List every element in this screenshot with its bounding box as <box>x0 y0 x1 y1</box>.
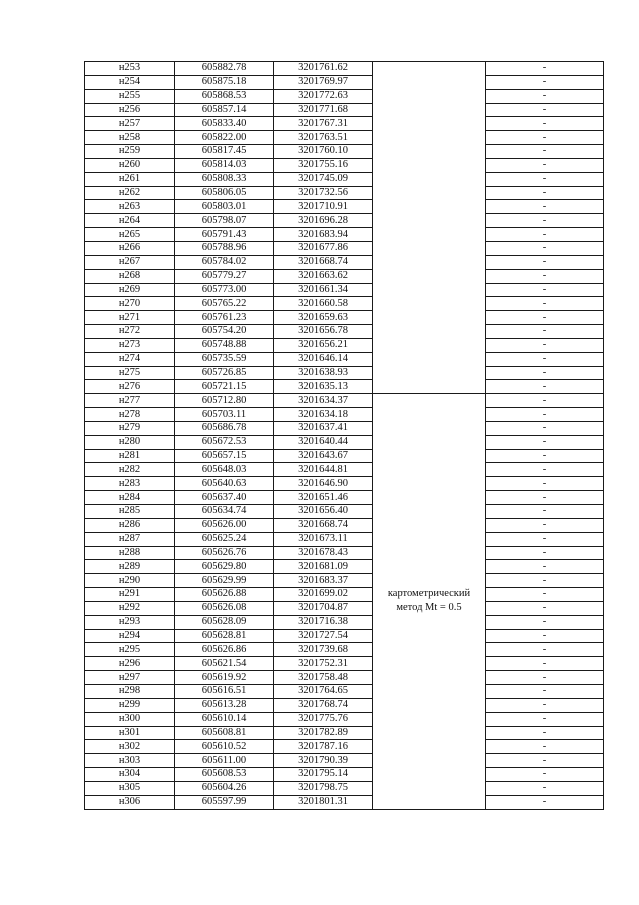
dash-cell: - <box>486 366 604 380</box>
table-row <box>85 325 604 339</box>
point-id-cell: н293 <box>85 615 175 629</box>
table-row <box>85 200 604 214</box>
x-coordinate-cell: 605721.15 <box>175 380 274 394</box>
dash-cell: - <box>486 131 604 145</box>
x-coordinate-cell: 605857.14 <box>175 103 274 117</box>
y-coordinate-cell: 3201787.16 <box>274 740 373 754</box>
y-coordinate-cell: 3201771.68 <box>274 103 373 117</box>
y-coordinate-cell: 3201656.78 <box>274 325 373 339</box>
table-row <box>85 671 604 685</box>
dash-cell: - <box>486 380 604 394</box>
x-coordinate-cell: 605611.00 <box>175 754 274 768</box>
y-coordinate-cell: 3201677.86 <box>274 241 373 255</box>
point-id-cell: н265 <box>85 228 175 242</box>
point-id-cell: н280 <box>85 435 175 449</box>
x-coordinate-cell: 605634.74 <box>175 505 274 519</box>
table-row <box>85 62 604 76</box>
table-row <box>85 615 604 629</box>
table-row <box>85 89 604 103</box>
point-id-cell: н267 <box>85 255 175 269</box>
method-note-line1: картометрический <box>387 588 471 600</box>
point-id-cell: н295 <box>85 643 175 657</box>
dash-cell: - <box>486 726 604 740</box>
x-coordinate-cell: 605657.15 <box>175 449 274 463</box>
y-coordinate-cell: 3201767.31 <box>274 117 373 131</box>
x-coordinate-cell: 605748.88 <box>175 338 274 352</box>
point-id-cell: н260 <box>85 158 175 172</box>
x-coordinate-cell: 605629.99 <box>175 574 274 588</box>
point-id-cell: н300 <box>85 712 175 726</box>
point-id-cell: н259 <box>85 145 175 159</box>
y-coordinate-cell: 3201727.54 <box>274 629 373 643</box>
point-id-cell: н304 <box>85 768 175 782</box>
dash-cell: - <box>486 186 604 200</box>
x-coordinate-cell: 605637.40 <box>175 491 274 505</box>
point-id-cell: н282 <box>85 463 175 477</box>
x-coordinate-cell: 605621.54 <box>175 657 274 671</box>
x-coordinate-cell: 605765.22 <box>175 297 274 311</box>
point-id-cell: н255 <box>85 89 175 103</box>
x-coordinate-cell: 605808.33 <box>175 172 274 186</box>
y-coordinate-cell: 3201644.81 <box>274 463 373 477</box>
x-coordinate-cell: 605817.45 <box>175 145 274 159</box>
x-coordinate-cell: 605833.40 <box>175 117 274 131</box>
dash-cell: - <box>486 781 604 795</box>
table-row <box>85 574 604 588</box>
y-coordinate-cell: 3201732.56 <box>274 186 373 200</box>
table-row <box>85 629 604 643</box>
x-coordinate-cell: 605626.88 <box>175 588 274 602</box>
y-coordinate-cell: 3201673.11 <box>274 532 373 546</box>
point-id-cell: н277 <box>85 394 175 408</box>
x-coordinate-cell: 605686.78 <box>175 421 274 435</box>
x-coordinate-cell: 605626.76 <box>175 546 274 560</box>
x-coordinate-cell: 605712.80 <box>175 394 274 408</box>
y-coordinate-cell: 3201739.68 <box>274 643 373 657</box>
y-coordinate-cell: 3201659.63 <box>274 311 373 325</box>
x-coordinate-cell: 605868.53 <box>175 89 274 103</box>
x-coordinate-cell: 605610.52 <box>175 740 274 754</box>
table-row <box>85 477 604 491</box>
point-id-cell: н301 <box>85 726 175 740</box>
x-coordinate-cell: 605628.09 <box>175 615 274 629</box>
x-coordinate-cell: 605773.00 <box>175 283 274 297</box>
y-coordinate-cell: 3201760.10 <box>274 145 373 159</box>
table-row <box>85 435 604 449</box>
table-row <box>85 297 604 311</box>
table-row <box>85 518 604 532</box>
point-id-cell: н276 <box>85 380 175 394</box>
x-coordinate-cell: 605798.07 <box>175 214 274 228</box>
y-coordinate-cell: 3201683.37 <box>274 574 373 588</box>
point-id-cell: н257 <box>85 117 175 131</box>
table-row <box>85 311 604 325</box>
dash-cell: - <box>486 297 604 311</box>
dash-cell: - <box>486 283 604 297</box>
x-coordinate-cell: 605628.81 <box>175 629 274 643</box>
table-row <box>85 726 604 740</box>
y-coordinate-cell: 3201656.21 <box>274 338 373 352</box>
table-row <box>85 241 604 255</box>
point-id-cell: н269 <box>85 283 175 297</box>
point-id-cell: н268 <box>85 269 175 283</box>
table-row <box>85 228 604 242</box>
table-row <box>85 546 604 560</box>
dash-cell: - <box>486 477 604 491</box>
dash-cell: - <box>486 698 604 712</box>
x-coordinate-cell: 605726.85 <box>175 366 274 380</box>
y-coordinate-cell: 3201646.14 <box>274 352 373 366</box>
table-row <box>85 352 604 366</box>
y-coordinate-cell: 3201798.75 <box>274 781 373 795</box>
dash-cell: - <box>486 145 604 159</box>
dash-cell: - <box>486 643 604 657</box>
point-id-cell: н302 <box>85 740 175 754</box>
y-coordinate-cell: 3201663.62 <box>274 269 373 283</box>
dash-cell: - <box>486 241 604 255</box>
dash-cell: - <box>486 117 604 131</box>
y-coordinate-cell: 3201640.44 <box>274 435 373 449</box>
x-coordinate-cell: 605648.03 <box>175 463 274 477</box>
x-coordinate-cell: 605672.53 <box>175 435 274 449</box>
x-coordinate-cell: 605735.59 <box>175 352 274 366</box>
coordinates-table <box>84 61 604 810</box>
y-coordinate-cell: 3201643.67 <box>274 449 373 463</box>
y-coordinate-cell: 3201761.62 <box>274 62 373 76</box>
dash-cell: - <box>486 172 604 186</box>
x-coordinate-cell: 605791.43 <box>175 228 274 242</box>
table-row <box>85 380 604 394</box>
point-id-cell: н283 <box>85 477 175 491</box>
dash-cell: - <box>486 103 604 117</box>
point-id-cell: н294 <box>85 629 175 643</box>
table-row <box>85 338 604 352</box>
dash-cell: - <box>486 629 604 643</box>
dash-cell: - <box>486 421 604 435</box>
y-coordinate-cell: 3201683.94 <box>274 228 373 242</box>
dash-cell: - <box>486 505 604 519</box>
x-coordinate-cell: 605814.03 <box>175 158 274 172</box>
y-coordinate-cell: 3201678.43 <box>274 546 373 560</box>
y-coordinate-cell: 3201637.41 <box>274 421 373 435</box>
x-coordinate-cell: 605608.53 <box>175 768 274 782</box>
dash-cell: - <box>486 394 604 408</box>
y-coordinate-cell: 3201704.87 <box>274 601 373 615</box>
x-coordinate-cell: 605597.99 <box>175 795 274 809</box>
point-id-cell: н258 <box>85 131 175 145</box>
point-id-cell: н275 <box>85 366 175 380</box>
x-coordinate-cell: 605629.80 <box>175 560 274 574</box>
table-row <box>85 186 604 200</box>
y-coordinate-cell: 3201755.16 <box>274 158 373 172</box>
y-coordinate-cell: 3201758.48 <box>274 671 373 685</box>
table-row <box>85 684 604 698</box>
x-coordinate-cell: 605703.11 <box>175 408 274 422</box>
dash-cell: - <box>486 532 604 546</box>
x-coordinate-cell: 605625.24 <box>175 532 274 546</box>
x-coordinate-cell: 605626.08 <box>175 601 274 615</box>
table-row <box>85 505 604 519</box>
table-row <box>85 781 604 795</box>
table-row <box>85 255 604 269</box>
x-coordinate-cell: 605608.81 <box>175 726 274 740</box>
point-id-cell: н261 <box>85 172 175 186</box>
y-coordinate-cell: 3201745.09 <box>274 172 373 186</box>
table-row <box>85 560 604 574</box>
y-coordinate-cell: 3201651.46 <box>274 491 373 505</box>
dash-cell: - <box>486 435 604 449</box>
table-row <box>85 214 604 228</box>
table-row <box>85 532 604 546</box>
y-coordinate-cell: 3201638.93 <box>274 366 373 380</box>
table-row <box>85 712 604 726</box>
table-row <box>85 601 604 615</box>
dash-cell: - <box>486 671 604 685</box>
point-id-cell: н287 <box>85 532 175 546</box>
y-coordinate-cell: 3201764.65 <box>274 684 373 698</box>
table-row <box>85 768 604 782</box>
dash-cell: - <box>486 546 604 560</box>
dash-cell: - <box>486 657 604 671</box>
table-row <box>85 491 604 505</box>
point-id-cell: н284 <box>85 491 175 505</box>
dash-cell: - <box>486 311 604 325</box>
coordinates-table-body <box>85 62 604 810</box>
y-coordinate-cell: 3201660.58 <box>274 297 373 311</box>
point-id-cell: н274 <box>85 352 175 366</box>
x-coordinate-cell: 605610.14 <box>175 712 274 726</box>
table-row <box>85 588 604 602</box>
y-coordinate-cell: 3201699.02 <box>274 588 373 602</box>
y-coordinate-cell: 3201635.13 <box>274 380 373 394</box>
table-row <box>85 449 604 463</box>
y-coordinate-cell: 3201668.74 <box>274 518 373 532</box>
dash-cell: - <box>486 463 604 477</box>
table-row <box>85 643 604 657</box>
table-row <box>85 283 604 297</box>
table-row <box>85 408 604 422</box>
point-id-cell: н290 <box>85 574 175 588</box>
table-row <box>85 366 604 380</box>
dash-cell: - <box>486 684 604 698</box>
dash-cell: - <box>486 89 604 103</box>
x-coordinate-cell: 605803.01 <box>175 200 274 214</box>
table-row <box>85 103 604 117</box>
y-coordinate-cell: 3201634.18 <box>274 408 373 422</box>
y-coordinate-cell: 3201790.39 <box>274 754 373 768</box>
table-row <box>85 131 604 145</box>
x-coordinate-cell: 605882.78 <box>175 62 274 76</box>
point-id-cell: н305 <box>85 781 175 795</box>
dash-cell: - <box>486 795 604 809</box>
dash-cell: - <box>486 200 604 214</box>
point-id-cell: н273 <box>85 338 175 352</box>
point-id-cell: н285 <box>85 505 175 519</box>
x-coordinate-cell: 605806.05 <box>175 186 274 200</box>
dash-cell: - <box>486 228 604 242</box>
dash-cell: - <box>486 560 604 574</box>
x-coordinate-cell: 605626.86 <box>175 643 274 657</box>
point-id-cell: н281 <box>85 449 175 463</box>
point-id-cell: н292 <box>85 601 175 615</box>
point-id-cell: н263 <box>85 200 175 214</box>
y-coordinate-cell: 3201782.89 <box>274 726 373 740</box>
y-coordinate-cell: 3201769.97 <box>274 75 373 89</box>
table-row <box>85 172 604 186</box>
x-coordinate-cell: 605788.96 <box>175 241 274 255</box>
dash-cell: - <box>486 754 604 768</box>
dash-cell: - <box>486 75 604 89</box>
dash-cell: - <box>486 518 604 532</box>
point-id-cell: н299 <box>85 698 175 712</box>
dash-cell: - <box>486 768 604 782</box>
dash-cell: - <box>486 408 604 422</box>
y-coordinate-cell: 3201710.91 <box>274 200 373 214</box>
x-coordinate-cell: 605626.00 <box>175 518 274 532</box>
point-id-cell: н262 <box>85 186 175 200</box>
x-coordinate-cell: 605616.51 <box>175 684 274 698</box>
x-coordinate-cell: 605779.27 <box>175 269 274 283</box>
y-coordinate-cell: 3201646.90 <box>274 477 373 491</box>
method-cell <box>373 394 486 809</box>
dash-cell: - <box>486 601 604 615</box>
table-row <box>85 463 604 477</box>
method-note-line2: метод Mt = 0.5 <box>396 602 462 614</box>
point-id-cell: н271 <box>85 311 175 325</box>
point-id-cell: н272 <box>85 325 175 339</box>
dash-cell: - <box>486 214 604 228</box>
y-coordinate-cell: 3201696.28 <box>274 214 373 228</box>
table-row <box>85 657 604 671</box>
x-coordinate-cell: 605761.23 <box>175 311 274 325</box>
dash-cell: - <box>486 269 604 283</box>
table-row <box>85 158 604 172</box>
point-id-cell: н278 <box>85 408 175 422</box>
point-id-cell: н256 <box>85 103 175 117</box>
table-row <box>85 795 604 809</box>
dash-cell: - <box>486 158 604 172</box>
table-row <box>85 698 604 712</box>
dash-cell: - <box>486 325 604 339</box>
method-cell-upper <box>373 62 486 394</box>
point-id-cell: н253 <box>85 62 175 76</box>
x-coordinate-cell: 605604.26 <box>175 781 274 795</box>
x-coordinate-cell: 605619.92 <box>175 671 274 685</box>
table-row <box>85 421 604 435</box>
point-id-cell: н289 <box>85 560 175 574</box>
dash-cell: - <box>486 574 604 588</box>
dash-cell: - <box>486 615 604 629</box>
point-id-cell: н279 <box>85 421 175 435</box>
y-coordinate-cell: 3201772.63 <box>274 89 373 103</box>
dash-cell: - <box>486 712 604 726</box>
point-id-cell: н270 <box>85 297 175 311</box>
x-coordinate-cell: 605784.02 <box>175 255 274 269</box>
y-coordinate-cell: 3201634.37 <box>274 394 373 408</box>
table-row <box>85 75 604 89</box>
point-id-cell: н264 <box>85 214 175 228</box>
y-coordinate-cell: 3201716.38 <box>274 615 373 629</box>
point-id-cell: н291 <box>85 588 175 602</box>
point-id-cell: н286 <box>85 518 175 532</box>
point-id-cell: н296 <box>85 657 175 671</box>
dash-cell: - <box>486 588 604 602</box>
dash-cell: - <box>486 491 604 505</box>
point-id-cell: н303 <box>85 754 175 768</box>
point-id-cell: н254 <box>85 75 175 89</box>
point-id-cell: н288 <box>85 546 175 560</box>
table-row <box>85 394 604 408</box>
dash-cell: - <box>486 449 604 463</box>
table-row <box>85 117 604 131</box>
y-coordinate-cell: 3201768.74 <box>274 698 373 712</box>
table-row <box>85 740 604 754</box>
x-coordinate-cell: 605613.28 <box>175 698 274 712</box>
y-coordinate-cell: 3201752.31 <box>274 657 373 671</box>
y-coordinate-cell: 3201668.74 <box>274 255 373 269</box>
dash-cell: - <box>486 255 604 269</box>
point-id-cell: н298 <box>85 684 175 698</box>
y-coordinate-cell: 3201661.34 <box>274 283 373 297</box>
point-id-cell: н306 <box>85 795 175 809</box>
x-coordinate-cell: 605640.63 <box>175 477 274 491</box>
dash-cell: - <box>486 338 604 352</box>
y-coordinate-cell: 3201763.51 <box>274 131 373 145</box>
y-coordinate-cell: 3201681.09 <box>274 560 373 574</box>
y-coordinate-cell: 3201795.14 <box>274 768 373 782</box>
y-coordinate-cell: 3201775.76 <box>274 712 373 726</box>
point-id-cell: н297 <box>85 671 175 685</box>
point-id-cell: н266 <box>85 241 175 255</box>
dash-cell: - <box>486 62 604 76</box>
y-coordinate-cell: 3201801.31 <box>274 795 373 809</box>
dash-cell: - <box>486 740 604 754</box>
x-coordinate-cell: 605875.18 <box>175 75 274 89</box>
x-coordinate-cell: 605754.20 <box>175 325 274 339</box>
table-row <box>85 754 604 768</box>
dash-cell: - <box>486 352 604 366</box>
y-coordinate-cell: 3201656.40 <box>274 505 373 519</box>
table-row <box>85 269 604 283</box>
x-coordinate-cell: 605822.00 <box>175 131 274 145</box>
table-row <box>85 145 604 159</box>
